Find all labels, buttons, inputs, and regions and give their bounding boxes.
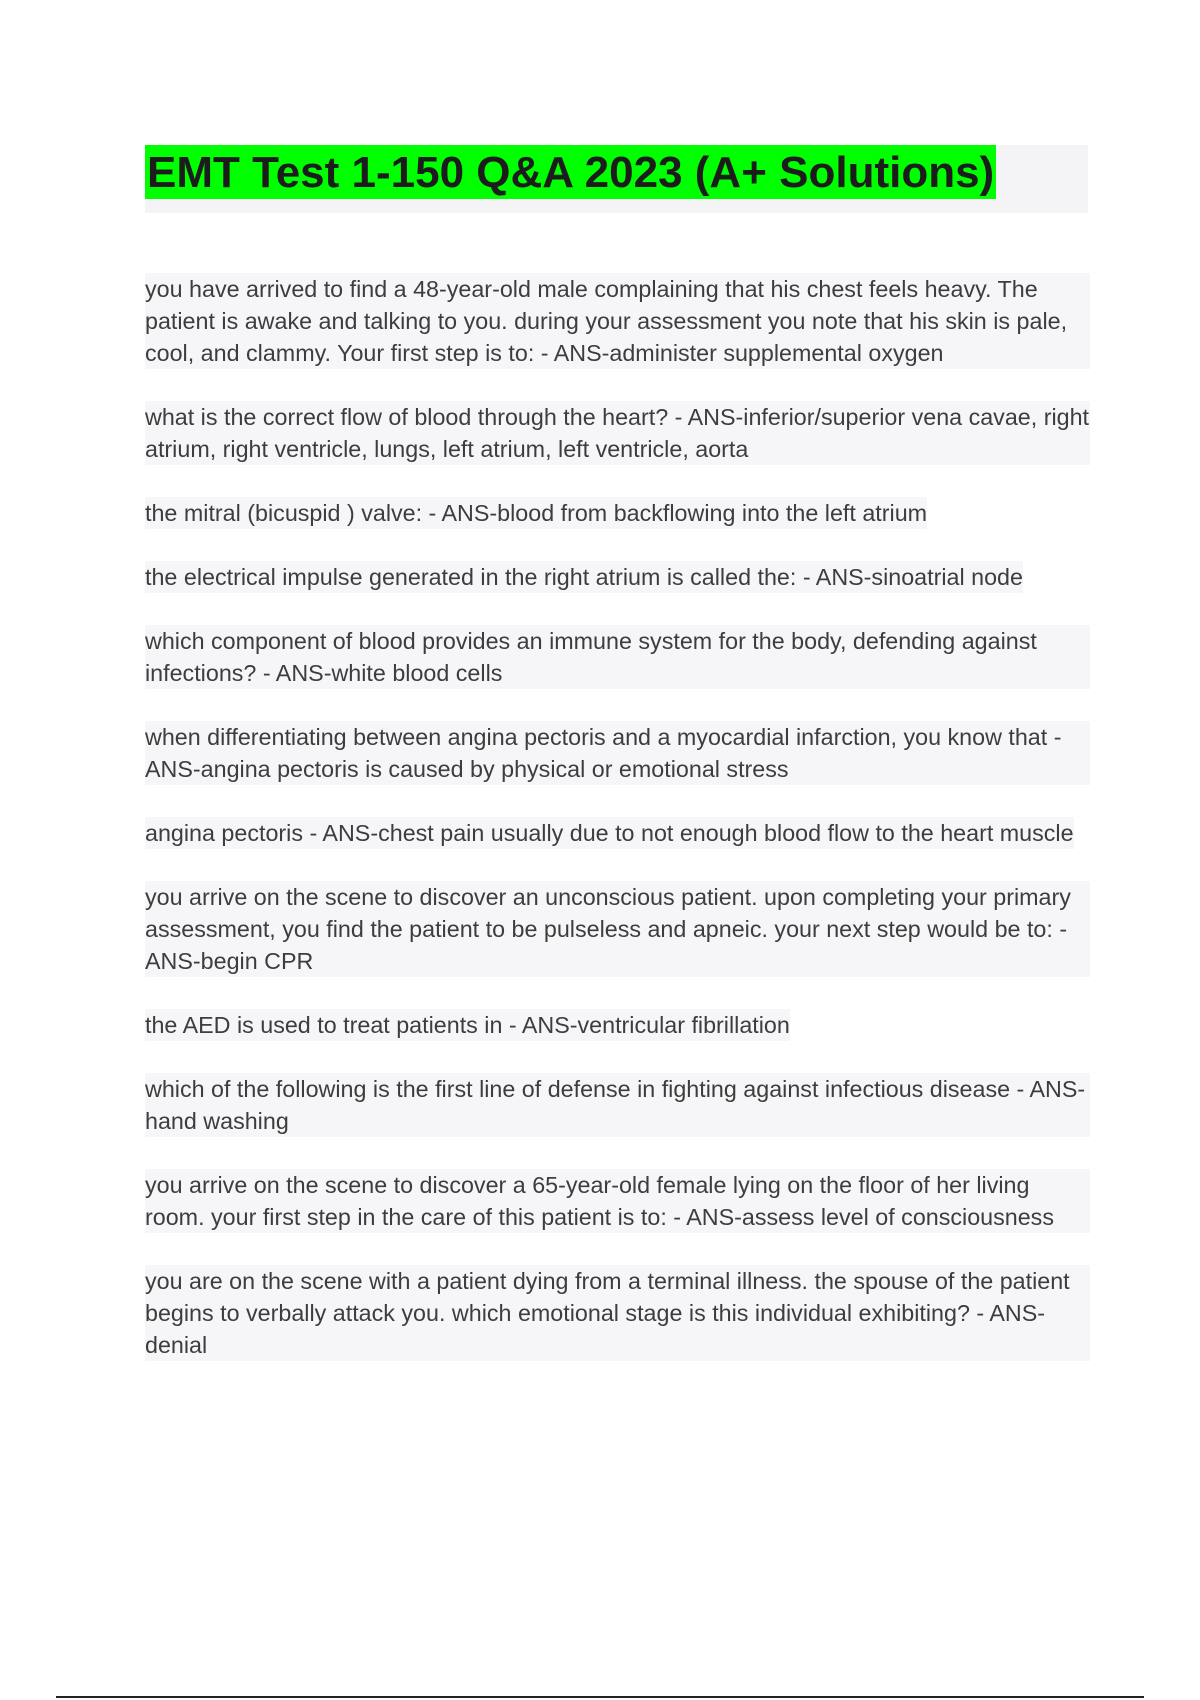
qa-item: you arrive on the scene to discover an unconscious patient. upon completing your primary assessment, you find the patient to be pulseless and apneic. your next step would be to: - ANS-begin CPR [145,881,1090,977]
footer-rule [56,1696,1144,1698]
qa-item: the electrical impulse generated in the right atrium is called the: - ANS-sinoatrial node [145,561,1023,593]
qa-item: the AED is used to treat patients in - ANS-ventricular fibrillation [145,1009,790,1041]
qa-item: which of the following is the first line of defense in fighting against infectious disease - ANS-hand washing [145,1073,1090,1137]
document-title: EMT Test 1-150 Q&A 2023 (A+ Solutions) [145,145,996,199]
qa-item: the mitral (bicuspid ) valve: - ANS-blood from backflowing into the left atrium [145,497,927,529]
qa-item: what is the correct flow of blood through the heart? - ANS-inferior/superior vena cavae, right atrium, right ventricle, lungs, left atrium, left ventricle, aorta [145,401,1090,465]
title-block [145,145,1088,213]
qa-item: when differentiating between angina pectoris and a myocardial infarction, you know that - ANS-angina pectoris is caused by physical or emotional stress [145,721,1090,785]
qa-item: you are on the scene with a patient dying from a terminal illness. the spouse of the patient begins to verbally attack you. which emotional stage is this individual exhibiting? - ANS-denial [145,1265,1090,1361]
qa-list [145,273,1090,1393]
qa-item: you have arrived to find a 48-year-old male complaining that his chest feels heavy. The patient is awake and talking to you. during your assessment you note that his skin is pale, cool, and clammy. Your first step is to: - ANS-administer supplemental oxygen [145,273,1090,369]
qa-item: you arrive on the scene to discover a 65-year-old female lying on the floor of her living room. your first step in the care of this patient is to: - ANS-assess level of consciousness [145,1169,1090,1233]
qa-item: which component of blood provides an immune system for the body, defending against infections? - ANS-white blood cells [145,625,1090,689]
qa-item: angina pectoris - ANS-chest pain usually due to not enough blood flow to the heart muscle [145,817,1074,849]
